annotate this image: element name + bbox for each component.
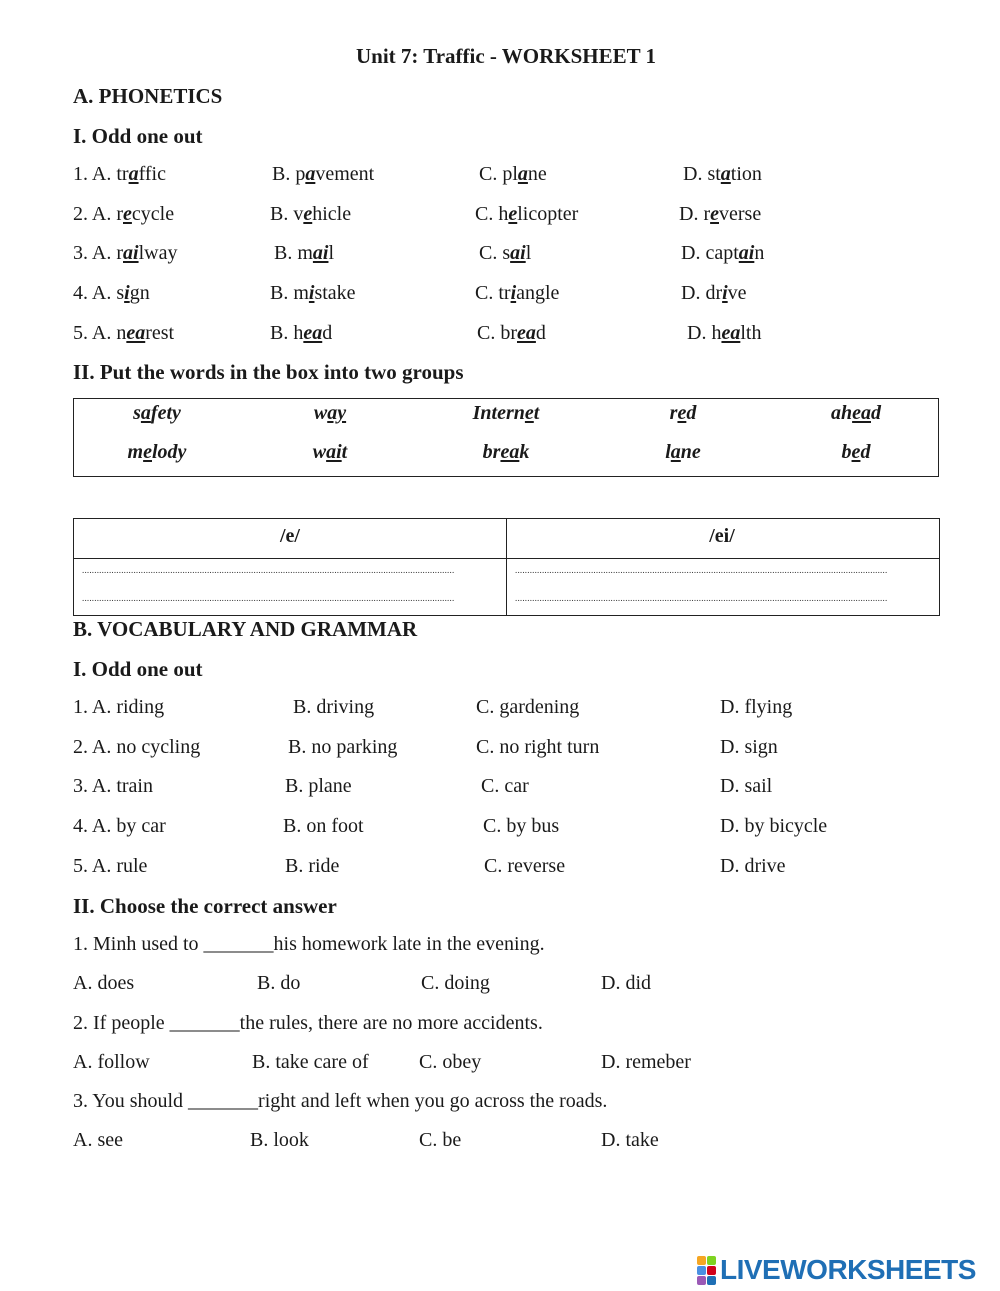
mc-q2-option-a[interactable]: A. follow <box>73 1051 150 1073</box>
vocab-q3-option-b[interactable]: B. plane <box>285 775 352 797</box>
group-e-answer-line-1[interactable]: ........................................................................................................................................................ <box>82 565 455 575</box>
phonetics-q5-option-a[interactable]: 5. A. nearest <box>73 322 175 344</box>
vocab-q3-option-c[interactable]: C. car <box>481 775 529 797</box>
logo-block <box>707 1266 716 1275</box>
vocab-q5-option-b[interactable]: B. ride <box>285 855 340 877</box>
phonetics-q1-option-c[interactable]: C. plane <box>479 163 547 185</box>
vocab-q5-option-a[interactable]: 5. A. rule <box>73 855 148 877</box>
mc-q1-option-d[interactable]: D. did <box>601 972 651 994</box>
word-box-item[interactable]: safety <box>133 402 181 424</box>
group-e-answer-line-2[interactable]: ........................................................................................................................................................ <box>82 593 455 603</box>
mc-q2-option-b[interactable]: B. take care of <box>252 1051 369 1073</box>
vocab-q3-option-d[interactable]: D. sail <box>720 775 773 797</box>
mc-q1-option-a[interactable]: A. does <box>73 972 135 994</box>
phonetics-q3-option-c[interactable]: C. sail <box>479 242 532 264</box>
group-ei-answer-line-2[interactable]: ........................................................................................................................................................ <box>515 593 888 603</box>
mc-question-1: 1. Minh used to _______his homework late in the evening. <box>73 933 545 955</box>
vocab-q4-option-a[interactable]: 4. A. by car <box>73 815 166 837</box>
logo-text: LIVEWORKSHEETS <box>720 1254 976 1285</box>
section-a-heading: A. PHONETICS <box>73 84 223 108</box>
liveworksheets-logo <box>697 1253 976 1287</box>
vocab-q2-option-c[interactable]: C. no right turn <box>476 736 600 758</box>
vocab-q1-option-a[interactable]: 1. A. riding <box>73 696 165 718</box>
mc-q2-option-c[interactable]: C. obey <box>419 1051 482 1073</box>
vocab-q4-option-d[interactable]: D. by bicycle <box>720 815 828 837</box>
vocab-q5-option-c[interactable]: C. reverse <box>484 855 566 877</box>
phonetics-q3-option-b[interactable]: B. mail <box>274 242 335 264</box>
vocab-q3-option-a[interactable]: 3. A. train <box>73 775 153 797</box>
word-box <box>73 398 939 477</box>
word-box-item[interactable]: ahead <box>830 402 881 424</box>
vocab-q2-option-b[interactable]: B. no parking <box>288 736 398 758</box>
logo-block <box>707 1256 716 1265</box>
mc-q1-option-b[interactable]: B. do <box>257 972 301 994</box>
word-box-item[interactable]: red <box>669 402 697 424</box>
vocab-q1-option-c[interactable]: C. gardening <box>476 696 580 718</box>
mc-q3-option-d[interactable]: D. take <box>601 1129 659 1151</box>
group-ei-header: /ei/ <box>709 525 735 547</box>
logo-block <box>697 1266 706 1275</box>
phonetics-q2-option-a[interactable]: 2. A. recycle <box>73 203 175 225</box>
word-box-item[interactable]: lane <box>665 441 701 463</box>
group-ei-answer-line-1[interactable]: ........................................................................................................................................................ <box>515 565 888 575</box>
logo-block <box>707 1276 716 1285</box>
mc-q2-option-d[interactable]: D. remeber <box>601 1051 691 1073</box>
logo-block <box>697 1276 706 1285</box>
mc-q3-option-a[interactable]: A. see <box>73 1129 123 1151</box>
logo-block <box>697 1256 706 1265</box>
phonetics-q3-option-a[interactable]: 3. A. railway <box>73 242 178 264</box>
worksheet-title: Unit 7: Traffic - WORKSHEET 1 <box>355 44 657 68</box>
phonetics-q4-option-c[interactable]: C. triangle <box>475 282 560 304</box>
phonetics-q5-option-c[interactable]: C. bread <box>477 322 546 344</box>
mc-q3-option-b[interactable]: B. look <box>250 1129 309 1151</box>
phonetics-q3-option-d[interactable]: D. captain <box>681 242 765 264</box>
group-e-header: /e/ <box>280 525 300 547</box>
phonetics-q2-option-d[interactable]: D. reverse <box>679 203 762 225</box>
mc-q3-option-c[interactable]: C. be <box>419 1129 462 1151</box>
table-divider-horizontal <box>74 558 939 559</box>
phonetics-q5-option-d[interactable]: D. health <box>687 322 762 344</box>
word-box-heading: II. Put the words in the box into two groups <box>73 360 464 384</box>
word-box-item[interactable]: break <box>482 441 530 463</box>
vocab-odd-one-out-heading: I. Odd one out <box>73 657 203 681</box>
word-box-item[interactable]: wait <box>312 441 348 463</box>
phonetics-q4-option-b[interactable]: B. mistake <box>270 282 356 304</box>
logo-blocks-icon <box>697 1256 716 1285</box>
word-box-item[interactable]: way <box>313 402 347 424</box>
mc-question-3: 3. You should _______right and left when you go across the roads. <box>73 1090 608 1112</box>
vocab-q4-option-c[interactable]: C. by bus <box>483 815 560 837</box>
sound-groups-table <box>73 518 940 616</box>
choose-answer-heading: II. Choose the correct answer <box>73 894 337 918</box>
phonetics-q4-option-d[interactable]: D. drive <box>681 282 747 304</box>
phonetics-odd-one-out-heading: I. Odd one out <box>73 124 203 148</box>
vocab-q1-option-d[interactable]: D. flying <box>720 696 793 718</box>
word-box-item[interactable]: bed <box>841 441 871 463</box>
vocab-q4-option-b[interactable]: B. on foot <box>283 815 364 837</box>
phonetics-q1-option-a[interactable]: 1. A. traffic <box>73 163 166 185</box>
mc-question-2: 2. If people _______the rules, there are no more accidents. <box>73 1012 543 1034</box>
word-box-item[interactable]: Internet <box>472 402 540 424</box>
phonetics-q1-option-b[interactable]: B. pavement <box>272 163 375 185</box>
phonetics-q2-option-b[interactable]: B. vehicle <box>270 203 352 225</box>
mc-q1-option-c[interactable]: C. doing <box>421 972 490 994</box>
phonetics-q2-option-c[interactable]: C. helicopter <box>475 203 579 225</box>
phonetics-q5-option-b[interactable]: B. head <box>270 322 333 344</box>
vocab-q5-option-d[interactable]: D. drive <box>720 855 786 877</box>
section-b-heading: B. VOCABULARY AND GRAMMAR <box>73 617 418 641</box>
phonetics-q4-option-a[interactable]: 4. A. sign <box>73 282 150 304</box>
vocab-q1-option-b[interactable]: B. driving <box>293 696 375 718</box>
phonetics-q1-option-d[interactable]: D. station <box>683 163 762 185</box>
vocab-q2-option-d[interactable]: D. sign <box>720 736 778 758</box>
vocab-q2-option-a[interactable]: 2. A. no cycling <box>73 736 201 758</box>
word-box-item[interactable]: melody <box>127 441 187 463</box>
